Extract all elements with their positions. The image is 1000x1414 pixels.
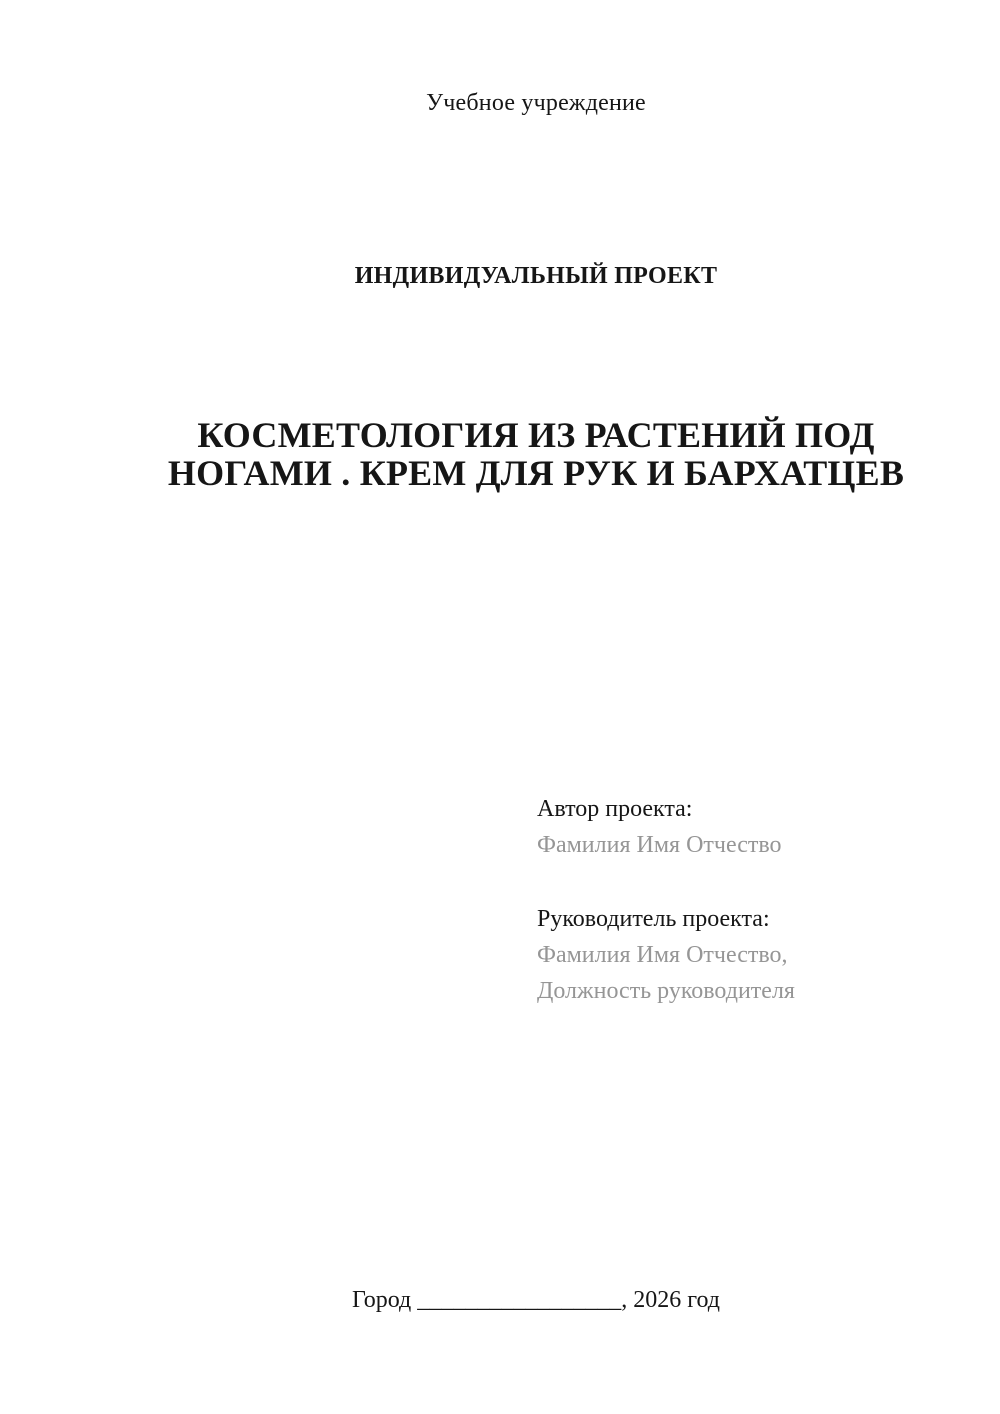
city-year-line: Город _________________, 2026 год bbox=[351, 1287, 721, 1313]
supervisor-name-placeholder: Фамилия Имя Отчество, bbox=[537, 942, 788, 968]
author-label: Автор проекта: bbox=[537, 796, 693, 822]
credits-block bbox=[537, 791, 795, 1009]
supervisor-label: Руководитель проекта: bbox=[537, 906, 770, 932]
project-title: КОСМЕТОЛОГИЯ ИЗ РАСТЕНИЙ ПОД НОГАМИ . КРЕМ ДЛЯ РУК И БАРХАТЦЕВ bbox=[167, 415, 905, 493]
institution-line: Учебное учреждение bbox=[426, 90, 646, 116]
project-type-heading: ИНДИВИДУАЛЬНЫЙ ПРОЕКТ bbox=[354, 263, 718, 289]
author-name-placeholder: Фамилия Имя Отчество bbox=[537, 832, 782, 858]
supervisor-position-placeholder: Должность руководителя bbox=[537, 978, 795, 1004]
